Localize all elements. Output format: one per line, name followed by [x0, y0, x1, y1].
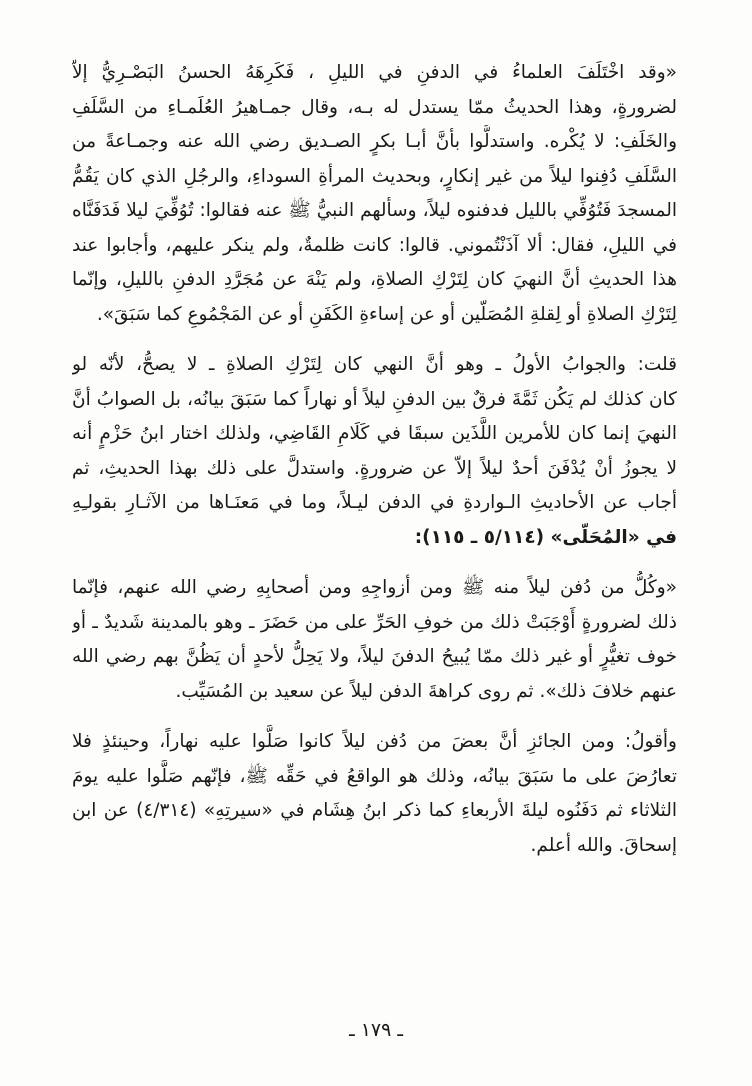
- text-line: النهيَ إنما كان للأمرين اللَّذَين سبقَا في كَلَامِ القَاضِي، ولذلك اختار ابنُ حَزْمٍ أنه: [72, 423, 677, 444]
- text-line: هذا الحديثِ أنَّ النهيَ كان لِتَرْكِ الصلاةِ، ولم يَنْهَ عن مُجَرَّدِ الدفنِ بالليلِ، وإنّما: [72, 269, 677, 290]
- text-line: والخَلَفِ: لا يُكْره. واستدلُّوا بأنَّ أبـا بكرٍ الصـديق رضي الله عنه وجمـاعةً من: [72, 131, 677, 152]
- text-line: «وكُلُّ من دُفن ليلاً منه ﷺ ومن أزواجِهِ ومن أصحابِهِ رضي الله عنهم، فإنّما: [72, 577, 677, 598]
- text-line: ذلك لضرورةٍ أَوْجَبَتْ ذلك من خوفِ الحَرِّ على من حَضَرَ ـ وهو بالمدينة شَديدٌ ـ أو: [72, 611, 677, 633]
- text-line: عنهم خلافَ ذلك». ثم روى كراهةَ الدفن ليلاً عن سعيد بن المُسَيِّب.: [175, 680, 677, 702]
- text-line: كان كذلك لم يَكُن ثَمَّةَ فرقٌ بين الدفنِ ليلاً أو نهاراً كما سَبَقَ بيانُه، بل الصوابُ أنَّ: [72, 388, 677, 410]
- text-line: إسحاقَ. والله أعلم.: [530, 834, 677, 856]
- text-line: وأقولُ: ومن الجائزِ أنَّ بعضَ من دُفن ليلاً كانوا صَلَّوا عليه نهاراً، وحينئذٍ فلا: [72, 731, 677, 752]
- text-line: الثلاثاء ثم دَفَنُوه ليلةَ الأربعاءِ كما ذكر ابنُ هِشَام في «سيرتِهِ» (٤/٣١٤) عن ابن: [72, 800, 677, 821]
- text-line: لضرورةٍ، وهذا الحديثُ ممّا يستدل له بـه، وقال جمـاهيرُ العُلَمـاءِ من السَّلَفِ: [72, 96, 677, 118]
- text-line: المسجدَ فَتُوُفِّي بالليل فدفنوه ليلاً، وسألهم النبيُّ ﷺ عنه فقالوا: تُوُفِّيَ ليلا فَدَفَنَّاه: [72, 200, 677, 221]
- text-line: تعارُضَ على ما سَبَقَ بيانُه، وذلك هو الواقعُ في حَقِّه ﷺ، فإنّهم صَلَّوا عليه يومَ: [72, 765, 677, 787]
- paragraph-1: [72, 56, 677, 332]
- paragraph-3: [72, 571, 677, 709]
- text-line: لِتَرْكِ الصلاةِ أو لِقلةِ المُصَلّين أو عن إساءةِ الكَفَنِ أو عن المَجْمُوعِ كما سَبَقَ».: [96, 303, 677, 325]
- text-line: «وقد اخْتَلَفَ العلماءُ في الدفنِ في الليلِ ، فَكَرِهَهُ الحسنُ البَصْـرِيُّ إلاّ: [72, 62, 677, 83]
- text-line: في «المُحَلّى» (٥/١١٤ ـ ١١٥):: [414, 526, 677, 548]
- text-line: قلت: والجوابُ الأولُ ـ وهو أنَّ النهي كان لِتَرْكِ الصلاةِ ـ لا يصحُّ، لأنّه لو: [72, 354, 677, 375]
- text-line: لا يجوزُ أنْ يُدْفَنَ أحدٌ ليلاً إلاّ عن ضرورةٍ. واستدلَّ على ذلك بهذا الحديثِ، ثم: [72, 457, 677, 479]
- paragraph-4: [72, 725, 677, 863]
- paragraph-2: [72, 348, 677, 555]
- page-number: ـ ١٧٩ ـ: [349, 1019, 403, 1041]
- text-line: في الليلِ، فقال: ألا آذَنْتُموني. قالوا: كانت ظلمةٌ، ولم ينكر عليهم، وأجابوا عند: [72, 234, 677, 256]
- text-line: السَّلَفِ دُفِنوا ليلاً من غير إنكارٍ، وبحديث المرأةِ السوداءِ، والرجُلِ الذي كان يَقُمُّ: [72, 165, 677, 187]
- text-line: أجاب عن الأحاديثِ الـواردةِ في الدفن ليـلاً، وما في مَعنَـاها من الآثـارِ بقولـِهِ: [72, 492, 677, 513]
- text-line: خوف تغيُّرٍ أو غير ذلك ممّا يُبيحُ الدفنَ ليلاً، ولا يَحِلُّ لأحدٍ أن يَظُنَّ بهم رضي الله: [72, 646, 677, 667]
